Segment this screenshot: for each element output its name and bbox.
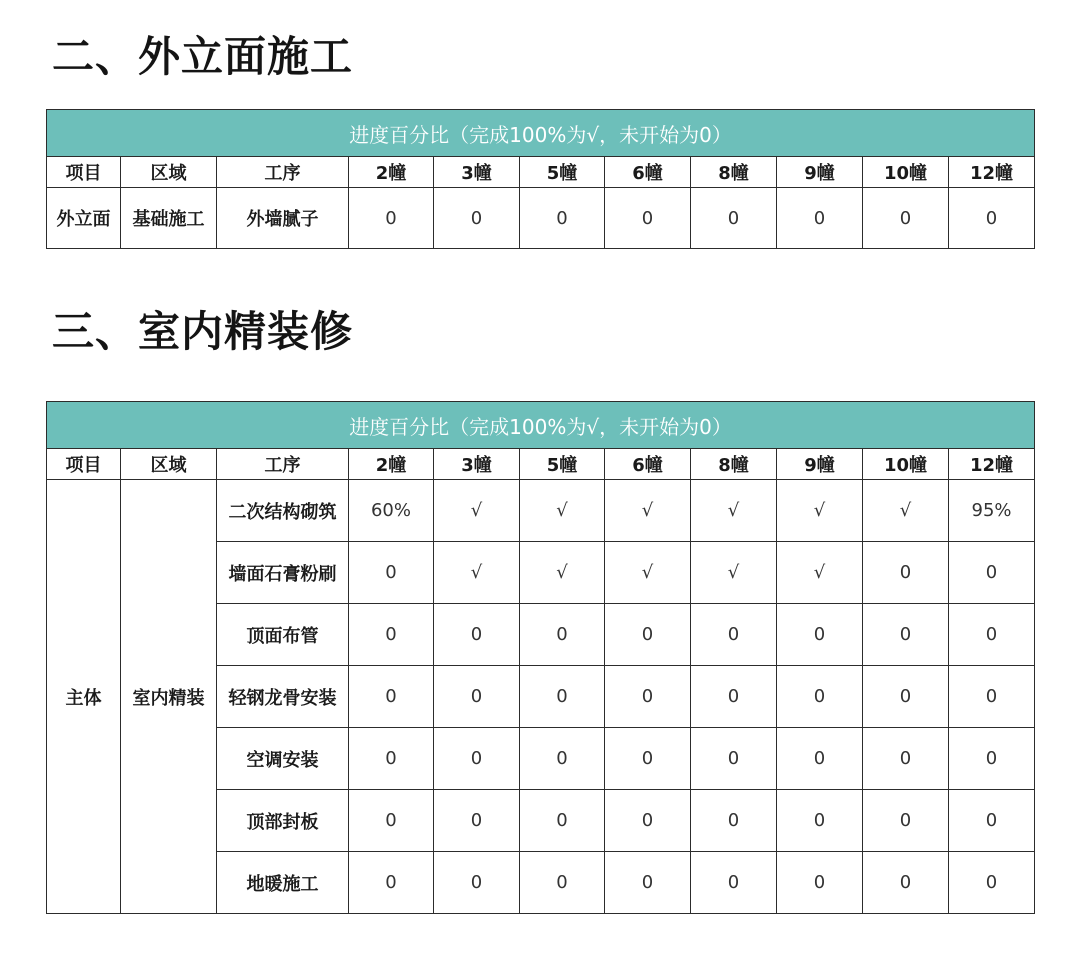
progress-cell: 0 <box>349 852 434 914</box>
process-cell: 轻钢龙骨安装 <box>217 666 349 728</box>
progress-cell: 0 <box>605 666 691 728</box>
progress-cell: 0 <box>349 666 434 728</box>
progress-cell: 0 <box>863 188 949 249</box>
progress-cell: √ <box>605 480 691 542</box>
progress-cell: 0 <box>949 188 1035 249</box>
process-cell: 地暖施工 <box>217 852 349 914</box>
header-building: 6幢 <box>605 157 691 188</box>
progress-cell: 0 <box>434 790 520 852</box>
header-building: 9幢 <box>777 449 863 480</box>
progress-banner: 进度百分比（完成100%为√，未开始为0） <box>47 110 1035 157</box>
progress-cell: 0 <box>863 604 949 666</box>
area-cell: 室内精装 <box>121 480 217 914</box>
header-building: 10幢 <box>863 449 949 480</box>
progress-cell: 0 <box>949 790 1035 852</box>
progress-cell: √ <box>777 542 863 604</box>
process-cell: 空调安装 <box>217 728 349 790</box>
progress-cell: √ <box>434 480 520 542</box>
progress-cell: √ <box>434 542 520 604</box>
progress-cell: 0 <box>520 790 605 852</box>
process-cell: 墙面石膏粉刷 <box>217 542 349 604</box>
progress-cell: 0 <box>691 604 777 666</box>
header-building: 9幢 <box>777 157 863 188</box>
progress-cell: 0 <box>520 188 605 249</box>
progress-cell: 0 <box>349 542 434 604</box>
header-building: 3幢 <box>434 449 520 480</box>
project-cell: 外立面 <box>47 188 121 249</box>
process-cell: 外墙腻子 <box>217 188 349 249</box>
progress-cell: 95% <box>949 480 1035 542</box>
table-row <box>47 188 1035 249</box>
progress-cell: √ <box>691 480 777 542</box>
progress-cell: 0 <box>605 790 691 852</box>
progress-cell: 0 <box>691 852 777 914</box>
progress-cell: 0 <box>520 728 605 790</box>
header-project: 项目 <box>47 449 121 480</box>
progress-cell: √ <box>605 542 691 604</box>
header-project: 项目 <box>47 157 121 188</box>
header-building: 6幢 <box>605 449 691 480</box>
progress-cell: 0 <box>434 728 520 790</box>
progress-cell: 0 <box>605 852 691 914</box>
progress-cell: 0 <box>520 666 605 728</box>
area-cell: 基础施工 <box>121 188 217 249</box>
process-cell: 二次结构砌筑 <box>217 480 349 542</box>
process-cell: 顶面布管 <box>217 604 349 666</box>
progress-cell: 0 <box>520 604 605 666</box>
progress-cell: 0 <box>949 604 1035 666</box>
progress-cell: 0 <box>434 604 520 666</box>
header-building: 5幢 <box>520 157 605 188</box>
progress-cell: 0 <box>349 790 434 852</box>
progress-cell: √ <box>691 542 777 604</box>
header-building: 8幢 <box>691 449 777 480</box>
progress-cell: 0 <box>777 604 863 666</box>
interior-progress-table <box>46 401 1035 914</box>
header-area: 区域 <box>121 449 217 480</box>
progress-cell: 0 <box>863 666 949 728</box>
progress-cell: 0 <box>349 604 434 666</box>
progress-cell: 0 <box>777 790 863 852</box>
progress-cell: 0 <box>605 188 691 249</box>
progress-cell: 0 <box>520 852 605 914</box>
progress-cell: 0 <box>691 790 777 852</box>
progress-cell: 0 <box>863 542 949 604</box>
progress-cell: 0 <box>949 852 1035 914</box>
progress-cell: 0 <box>863 790 949 852</box>
progress-cell: 0 <box>949 542 1035 604</box>
header-building: 12幢 <box>949 449 1035 480</box>
progress-cell: 0 <box>863 852 949 914</box>
progress-cell: √ <box>520 480 605 542</box>
progress-cell: 0 <box>605 728 691 790</box>
progress-cell: 0 <box>349 188 434 249</box>
header-building: 5幢 <box>520 449 605 480</box>
progress-cell: 0 <box>691 188 777 249</box>
progress-cell: 0 <box>691 666 777 728</box>
progress-cell: √ <box>777 480 863 542</box>
progress-cell: √ <box>520 542 605 604</box>
progress-cell: 0 <box>349 728 434 790</box>
progress-cell: 0 <box>777 728 863 790</box>
progress-cell: 0 <box>434 666 520 728</box>
header-building: 10幢 <box>863 157 949 188</box>
header-process: 工序 <box>217 157 349 188</box>
header-process: 工序 <box>217 449 349 480</box>
facade-progress-table <box>46 109 1035 249</box>
header-building: 2幢 <box>349 157 434 188</box>
project-cell: 主体 <box>47 480 121 914</box>
progress-cell: 0 <box>777 188 863 249</box>
progress-cell: 0 <box>691 728 777 790</box>
progress-cell: 0 <box>863 728 949 790</box>
header-building: 3幢 <box>434 157 520 188</box>
progress-cell: 0 <box>434 852 520 914</box>
header-building: 2幢 <box>349 449 434 480</box>
section-title-interior: 三、室内精装修 <box>52 307 354 356</box>
progress-cell: 0 <box>777 666 863 728</box>
progress-cell: 0 <box>434 188 520 249</box>
progress-cell: 0 <box>777 852 863 914</box>
table-row <box>47 480 1035 542</box>
progress-banner: 进度百分比（完成100%为√，未开始为0） <box>47 402 1035 449</box>
header-building: 12幢 <box>949 157 1035 188</box>
progress-cell: 0 <box>949 728 1035 790</box>
process-cell: 顶部封板 <box>217 790 349 852</box>
header-building: 8幢 <box>691 157 777 188</box>
progress-cell: 0 <box>605 604 691 666</box>
progress-cell: 0 <box>949 666 1035 728</box>
section-title-facade: 二、外立面施工 <box>52 32 354 81</box>
header-area: 区域 <box>121 157 217 188</box>
progress-cell: √ <box>863 480 949 542</box>
progress-cell: 60% <box>349 480 434 542</box>
